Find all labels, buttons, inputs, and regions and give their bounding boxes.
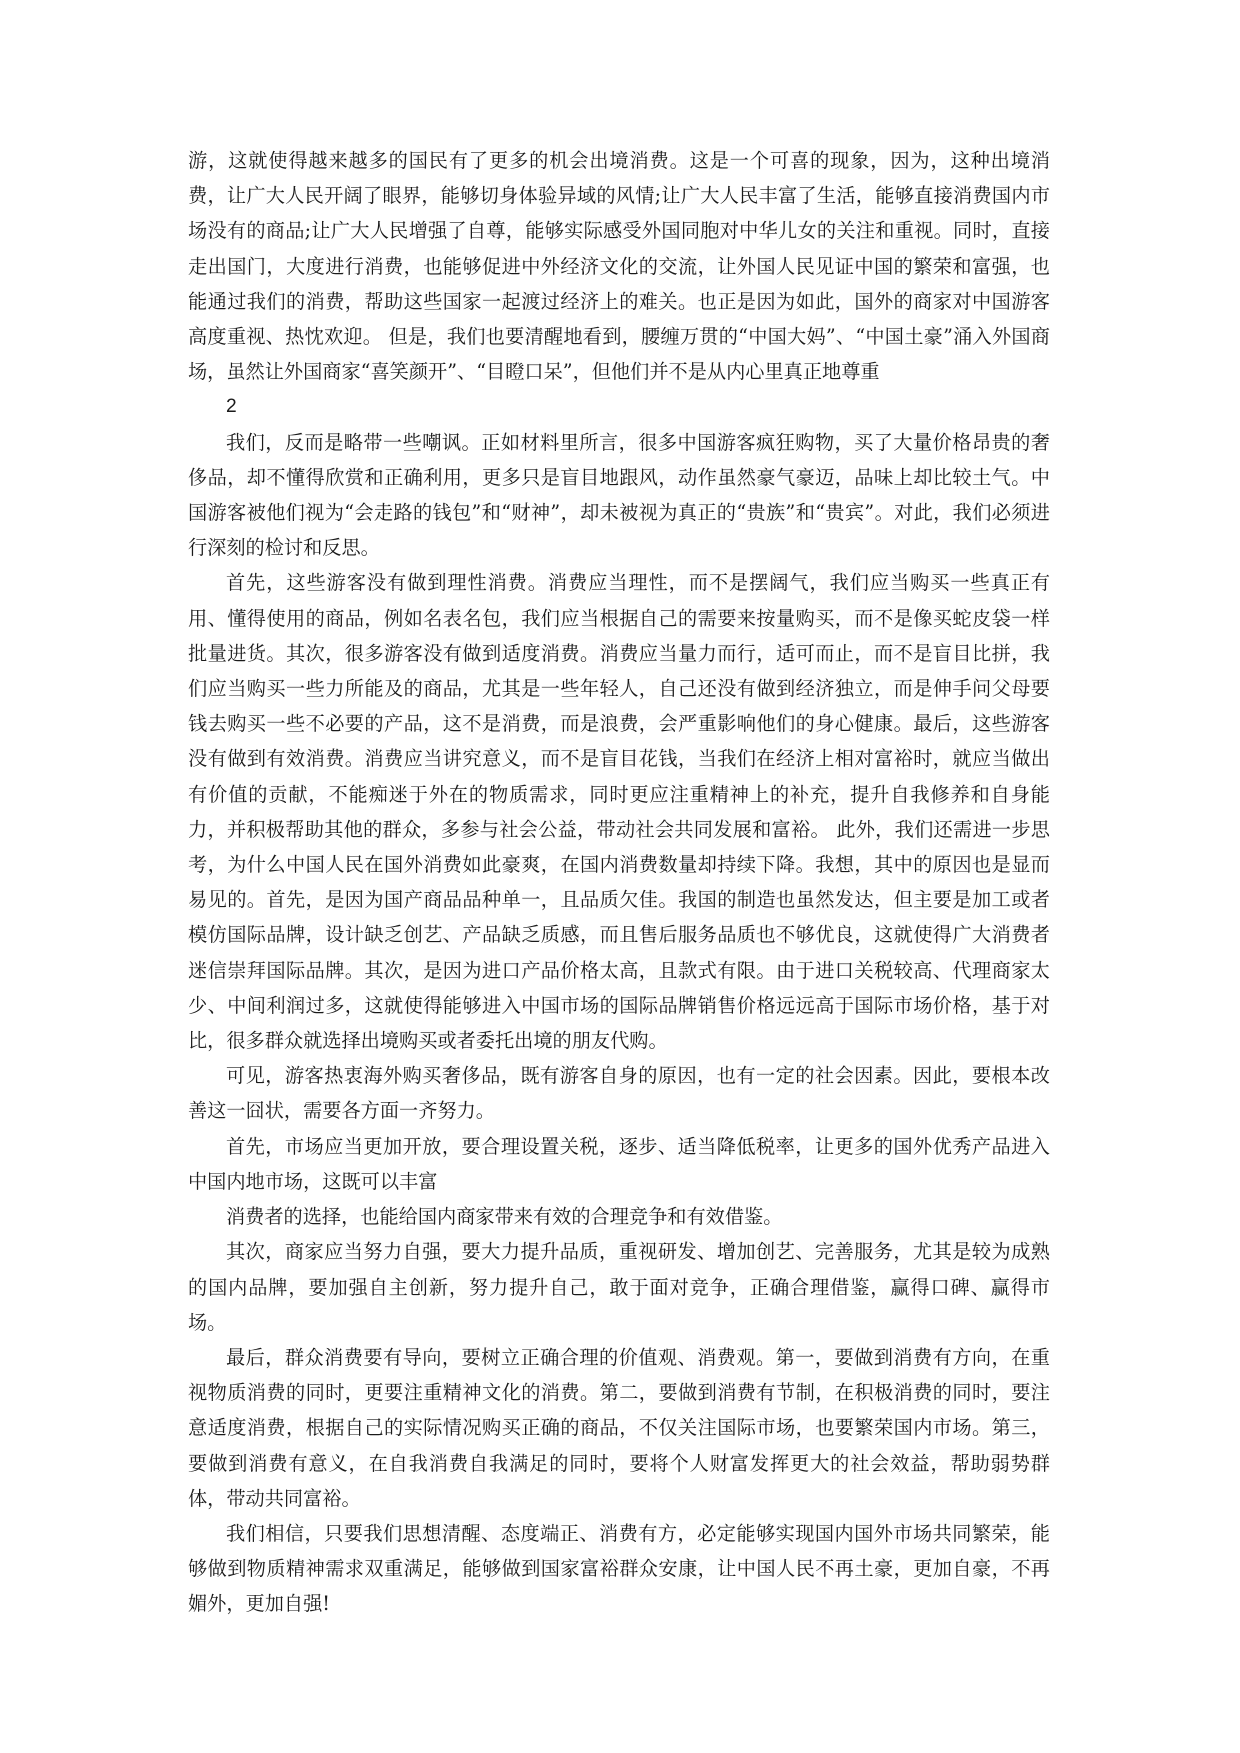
paragraph: 首先，这些游客没有做到理性消费。消费应当理性，而不是摆阔气，我们应当购买一些真正有用、懂得使用的商品，例如名表名包，我们应当根据自己的需要来按量购买，而不是像买蛇皮袋一样批量进货。其次，很多游客没有做到适度消费。消费应当量力而行，适可而止，而不是盲目比拼，我们应当购买一些力所能及的商品，尤其是一些年轻人，自己还没有做到经济独立，而是伸手问父母要钱去购买一些不必要的产品，这不是消费，而是浪费，会严重影响他们的身心健康。最后，这些游客没有做到有效消费。消费应当讲究意义，而不是盲目花钱，当我们在经济上相对富裕时，就应当做出有价值的贡献，不能痴迷于外在的物质需求，同时更应注重精神上的补充，提升自我修养和自身能力，并积极帮助其他的群众，多参与社会公益，带动社会共同发展和富裕。 此外，我们还需进一步思考，为什么中国人民在国外消费如此豪爽，在国内消费数量却持续下降。我想，其中的原因也是显而易见的。首先，是因为国产商品品种单一，且品质欠佳。我国的制造也虽然发达，但主要是加工或者模仿国际品牌，设计缺乏创艺、产品缺乏质感，而且售后服务品质也不够优良，这就使得广大消费者迷信崇拜国际品牌。其次，是因为进口产品价格太高，且款式有限。由于进口关税较高、代理商家太少、中间利润过多，这就使得能够进入中国市场的国际品牌销售价格远远高于国际市场价格，基于对比，很多群众就选择出境购买或者委托出境的朋友代购。 [188, 571, 1050, 1053]
paragraph: 消费者的选择，也能给国内商家带来有效的合理竞争和有效借鉴。 [226, 1205, 783, 1229]
paragraph: 可见，游客热衷海外购买奢侈品，既有游客自身的原因，也有一定的社会因素。因此，要根本改善这一囧状，需要各方面一齐努力。 [188, 1064, 1050, 1123]
paragraph: 最后，群众消费要有导向，要树立正确合理的价值观、消费观。第一，要做到消费有方向，在重视物质消费的同时，更要注重精神文化的消费。第二，要做到消费有节制，在积极消费的同时，要注意适度消费，根据自己的实际情况购买正确的商品，不仅关注国际市场，也要繁荣国内市场。第三，要做到消费有意义，在自我消费自我满足的同时，要将个人财富发挥更大的社会效益，帮助弱势群体，带动共同富裕。 [188, 1345, 1050, 1510]
paragraph: 我们，反而是略带一些嘲讽。正如材料里所言，很多中国游客疯狂购物，买了大量价格昂贵的奢侈品，却不懂得欣赏和正确利用，更多只是盲目地跟风，动作虽然豪气豪迈，品味上却比较土气。中国游客被他们视为“会走路的钱包”和“财神”，却未被视为真正的“贵族”和“贵宾”。对此，我们必须进行深刻的检讨和反思。 [188, 430, 1050, 560]
paragraph-continuation: 游，这就使得越来越多的国民有了更多的机会出境消费。这是一个可喜的现象，因为，这种出境消费，让广大人民开阔了眼界，能够切身体验异域的风情;让广大人民丰富了生活，能够直接消费国内市场没有的商品;让广大人民增强了自尊，能够实际感受外国同胞对中华儿女的关注和重视。同时，直接走出国门，大度进行消费，也能够促进中外经济文化的交流，让外国人民见证中国的繁荣和富强，也能通过我们的消费，帮助这些国家一起渡过经济上的难关。也正是因为如此，国外的商家对中国游客高度重视、热忱欢迎。 但是，我们也要清醒地看到，腰缠万贯的“中国大妈”、“中国土豪”涌入外国商场，虽然让外国商家“喜笑颜开”、“目瞪口呆”，但他们并不是从内心里真正地尊重 [188, 149, 1050, 384]
paragraph: 我们相信，只要我们思想清醒、态度端正、消费有方，必定能够实现国内国外市场共同繁荣，能够做到物质精神需求双重满足，能够做到国家富裕群众安康，让中国人民不再土豪，更加自豪，不再媚外，更加自强! [188, 1521, 1050, 1616]
paragraph: 首先，市场应当更加开放，要合理设置关税，逐步、适当降低税率，让更多的国外优秀产品进入中国内地市场，这既可以丰富 [188, 1134, 1050, 1193]
body-text [188, 143, 1050, 1622]
page-number: 2 [226, 396, 237, 418]
paragraph: 其次，商家应当努力自强，要大力提升品质，重视研发、增加创艺、完善服务，尤其是较为成熟的国内品牌，要加强自主创新，努力提升自己，敢于面对竞争，正确合理借鉴，赢得口碑、赢得市场。 [188, 1240, 1050, 1334]
